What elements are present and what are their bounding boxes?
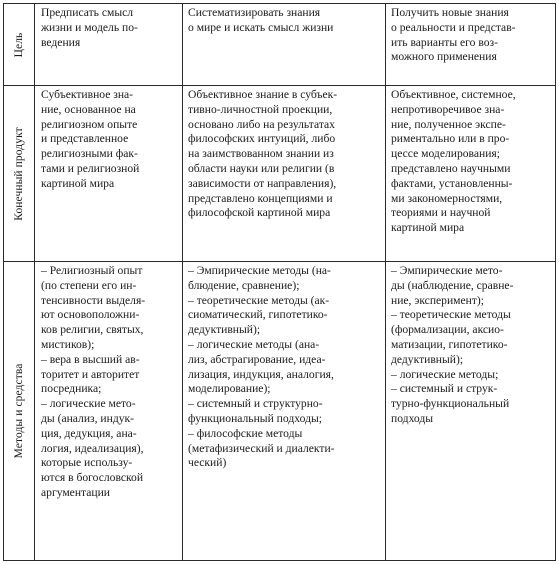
table-cell: [183, 4, 386, 86]
row-label-cell: [4, 262, 35, 561]
table-row-goal: [4, 4, 556, 86]
cell-text-science-product: Объективное, системное, непротиворечивое зна- ние, полученное экспе- риментально или в про- цессе моделирования; представлено научными фактами, установленны- ми закономерностями, теориями и научной картиной мира: [391, 88, 516, 235]
cell-text-philosophy-goal: Систематизировать знания о мире и искать смысл жизни: [188, 6, 334, 34]
row-label-methods: Методы и средства: [13, 363, 25, 459]
table-cell: [35, 86, 183, 262]
cell-text-religion-methods: – Религиозный опыт (по степени его ин- тенсивности выделя- ют основоположни- ков религии, святых, мистиков); – вера в высший ав- торитет и авторитет посредника; – логические мето- ды (анализ, индук- ция, дедукция, ана- логия, идеализация), которые использу- ются в богословской аргументации: [41, 264, 146, 499]
cell-text-religion-product: Субъективное зна- ние, основанное на религиозном опыте и представленное религиозными фак- тами и религиозной картиной мира: [41, 88, 140, 190]
table-cell: [386, 262, 556, 561]
table-cell: [35, 4, 183, 86]
table-cell: [183, 86, 386, 262]
table-cell: [35, 262, 183, 561]
cell-text-philosophy-product: Объективное знание в субъек- тивно-личностной проекции, основано либо на результатах философских интуиций, либо на заимствованном знании из области науки или религии (в зависимости от направления), представлено концепциями и философской картиной мира: [188, 88, 338, 220]
cell-text-religion-goal: Предписать смысл жизни и модель по- ведения: [41, 6, 138, 49]
cell-text-science-goal: Получить новые знания о реальности и представ- ить варианты его воз- можного применения: [391, 6, 516, 64]
row-label-goal: Цель: [13, 32, 25, 57]
row-label-product: Конечный продукт: [13, 126, 25, 221]
table-cell: [386, 4, 556, 86]
row-label-cell: [4, 4, 35, 86]
table-cell: [183, 262, 386, 561]
table-row-product: [4, 86, 556, 262]
cell-text-science-methods: – Эмпирические мето- ды (наблюдение, сравне- ние, эксперимент); – теоретические методы (формализации, аксио- матизации, гипотетико- дедуктивный); – логические методы; – системный и струк- турно-функциональный подходы: [391, 264, 514, 425]
table-cell: [386, 86, 556, 262]
cell-text-philosophy-methods: – Эмпирические методы (на- блюдение, сравнение); – теоретические методы (ак- сиоматический, гипотетико- дедуктивный); – логические методы (ана- лиз, абстрагирование, идеа- лизация, индукция, аналогия, моделирование); – системный и структурно- функциональный подходы; – философские методы (метафизический и диалекти- ческий): [188, 264, 335, 470]
comparison-table: [3, 3, 556, 561]
table-row-methods: [4, 262, 556, 561]
row-label-cell: [4, 86, 35, 262]
